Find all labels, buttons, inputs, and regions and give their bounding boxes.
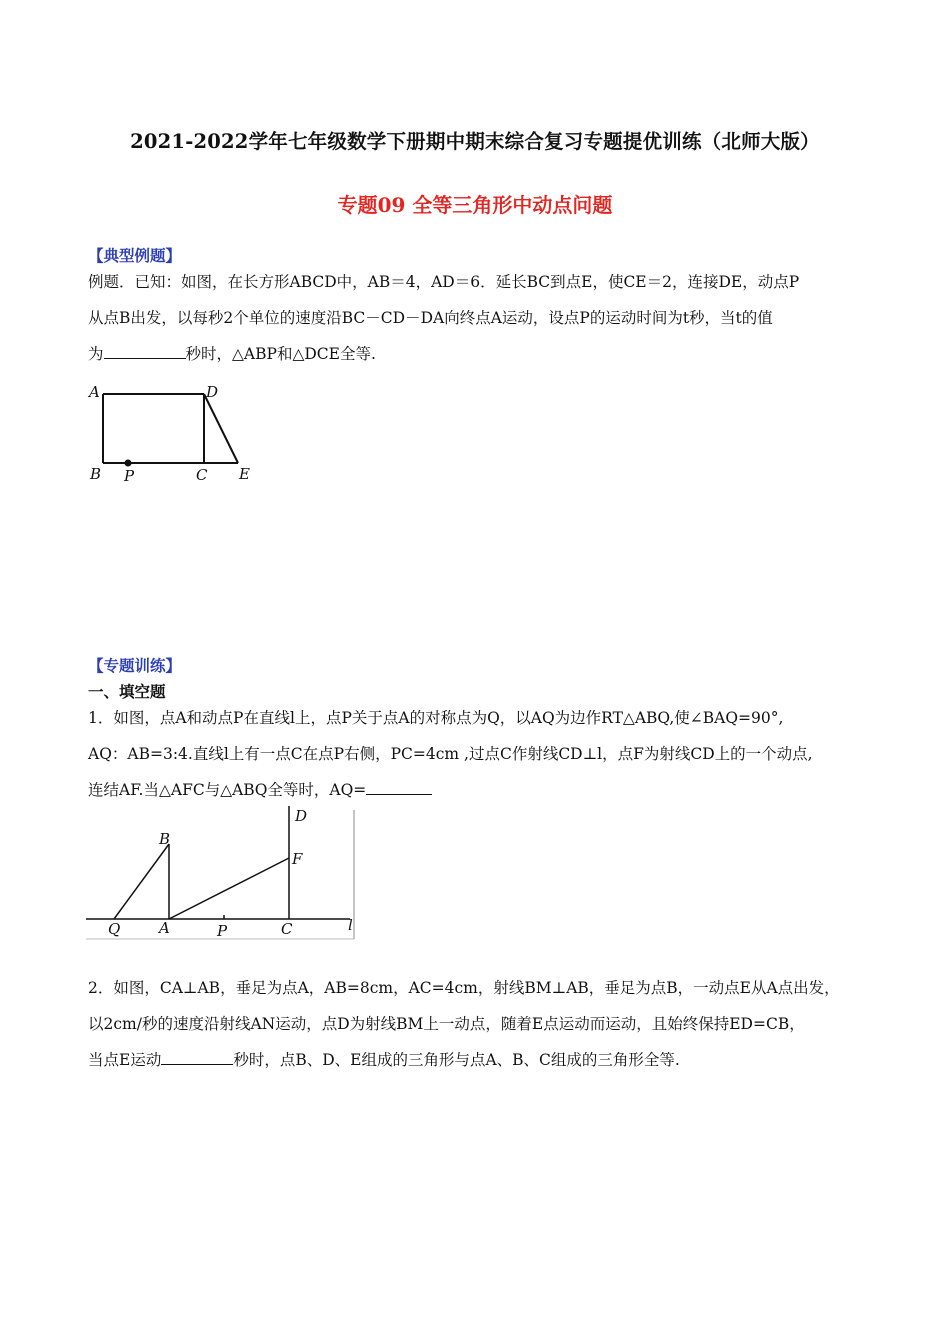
q1-line-2: AQ：AB=3:4.直线l上有一点C在点P右侧，PC=4cm ,过点C作射线CD⊥l，点F为射线CD上的一个动点, [88, 745, 813, 763]
question-2 [88, 970, 878, 1078]
example-line-1: 例题．已知：如图，在长方形ABCD中，AB＝4，AD＝6．延长BC到点E，使CE＝2，连接DE，动点P [88, 273, 800, 291]
q1-line-3 [88, 772, 878, 808]
point-p-dot [125, 460, 132, 467]
label-a: A [89, 383, 100, 401]
page-title: 2021-2022学年七年级数学下册期中期末综合复习专题提优训练（北师大版） [130, 130, 820, 153]
label-l: l [348, 916, 353, 934]
section-label-training: 【专题训练】 [88, 656, 182, 675]
q1-answer-blank[interactable] [366, 779, 432, 795]
label-b: B [90, 465, 102, 483]
example-line-3 [88, 336, 878, 372]
q1-line-1: 1．如图，点A和动点P在直线l上，点P关于点A的对称点为Q，以AQ为边作RT△ABQ,使∠BAQ=90°, [88, 709, 784, 727]
q2-line-2: 以2cm/秒的速度沿射线AN运动，点D为射线BM上一动点，随着E点运动而运动，且始终保持ED=CB， [88, 1015, 805, 1033]
label-a: A [159, 919, 170, 937]
label-d: D [206, 383, 219, 401]
q2-line-3-prefix: 当点E运动 [88, 1051, 162, 1069]
q1-line-3-text: 连结AF.当△AFC与△ABQ全等时，AQ= [88, 781, 367, 799]
label-p: P [124, 467, 135, 485]
label-c: C [281, 920, 293, 938]
label-f: F [292, 850, 303, 868]
example-figure [86, 380, 266, 490]
label-c: C [196, 466, 208, 484]
label-q: Q [108, 920, 121, 938]
q2-line-3-suffix: 秒时，点B、D、E组成的三角形与点A、B、C组成的三角形全等. [233, 1051, 680, 1069]
label-d: D [295, 807, 308, 825]
label-p: P [217, 922, 228, 940]
question-1 [88, 700, 878, 808]
topic-subtitle: 专题09 全等三角形中动点问题 [337, 193, 613, 217]
section-label-example: 【典型例题】 [88, 246, 182, 265]
answer-blank[interactable] [104, 343, 186, 359]
q2-line-1: 2．如图，CA⊥AB，垂足为点A，AB=8cm，AC=4cm，射线BM⊥AB，垂足为点B，一动点E从A点出发， [88, 979, 840, 997]
example-line-3-suffix: 秒时，△ABP和△DCE全等. [185, 345, 376, 363]
q2-answer-blank[interactable] [161, 1049, 233, 1065]
label-b: B [159, 830, 171, 848]
example-line-2: 从点B出发，以每秒2个单位的速度沿BC－CD－DA向终点A运动，设点P的运动时间为t秒，当t的值 [88, 309, 773, 327]
q1-figure [86, 806, 358, 942]
q2-line-3 [88, 1042, 878, 1078]
example-line-3-prefix: 为 [88, 345, 104, 363]
fill-blank-heading: 一、填空题 [88, 682, 166, 701]
example-problem [88, 264, 878, 372]
label-e: E [239, 465, 250, 483]
